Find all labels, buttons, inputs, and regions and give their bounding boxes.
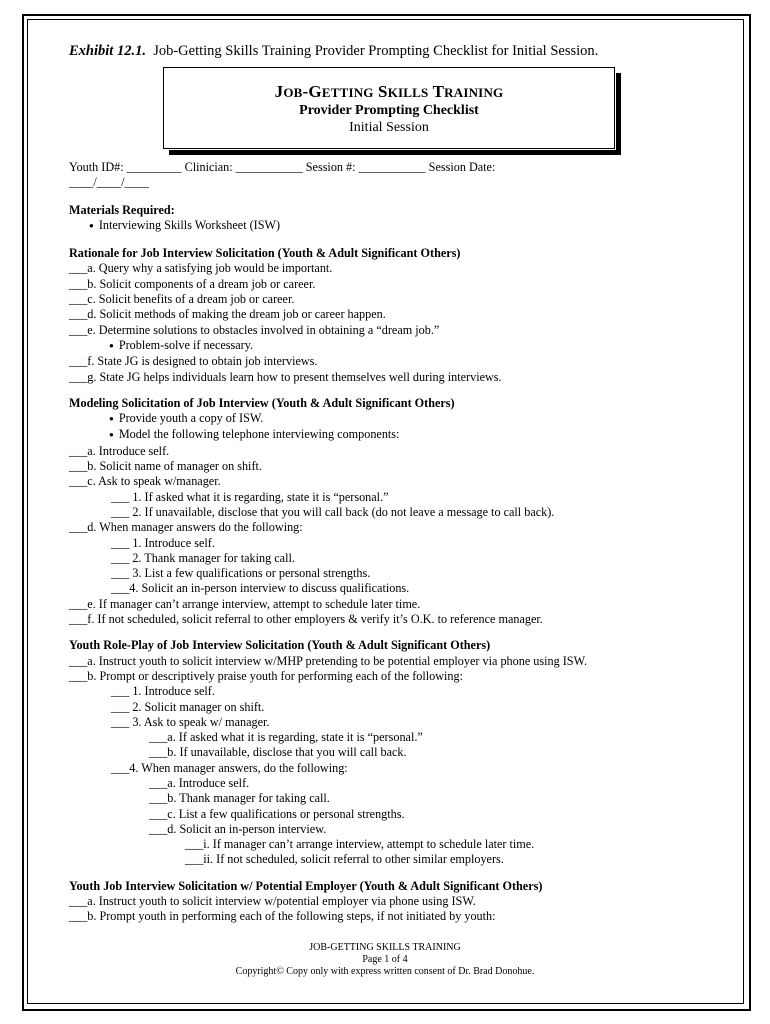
list-item: ___g. State JG helps individuals learn how to present themselves well during interviews. <box>69 369 502 384</box>
list-subitem: ___ 2. If unavailable, disclose that you will call back (do not leave a message to call back). <box>111 504 555 519</box>
exhibit-caption <box>69 43 598 60</box>
title-subtitle: Provider Prompting Checklist <box>299 103 479 118</box>
list-item: ___d. When manager answers do the following: <box>69 520 303 535</box>
list-subitem: ___ 1. Introduce self. <box>111 684 215 699</box>
list-subsubitem: ___c. List a few qualifications or personal strengths. <box>149 806 405 821</box>
list-subitem: ___4. When manager answers, do the following: <box>111 760 348 775</box>
list-item: ___a. Query why a satisfying job would be important. <box>69 261 333 276</box>
list-item: ___c. Solicit benefits of a dream job or career. <box>69 292 295 307</box>
page-footer <box>0 942 770 978</box>
list-subitem: ___ 3. Ask to speak w/ manager. <box>111 714 270 729</box>
materials-heading: Materials Required: <box>69 202 175 217</box>
list-item: ___b. Solicit name of manager on shift. <box>69 459 262 474</box>
list-item: ___a. Instruct youth to solicit interview w/MHP pretending to be potential employer via phone using ISW. <box>69 653 587 668</box>
list-item: ___b. Prompt or descriptively praise youth for performing each of the following: <box>69 668 463 683</box>
list-subsubitem: ___d. Solicit an in-person interview. <box>149 821 327 836</box>
list-item: ___f. If not scheduled, solicit referral to other employers & verify it’s O.K. to reference manager. <box>69 612 543 627</box>
header-fields-line1: Youth ID#: _________ Clinician: ___________ Session #: ___________ Session Date: <box>69 160 496 174</box>
list-subsubsubitem: ___ii. If not scheduled, solicit referral to other similar employers. <box>185 852 504 867</box>
footer-title: JOB-GETTING SKILLS TRAINING <box>309 942 461 953</box>
exhibit-label: Exhibit 12.1. <box>69 43 146 59</box>
checklist-content <box>69 160 709 925</box>
list-item: ___f. State JG is designed to obtain job interviews. <box>69 354 318 369</box>
employer-heading: Youth Job Interview Solicitation w/ Potential Employer (Youth & Adult Significant Others) <box>69 878 543 893</box>
list-subitem: ● Provide youth a copy of ISW. <box>69 411 709 427</box>
list-subsubitem: ___a. Introduce self. <box>149 775 250 790</box>
list-item: ___b. Prompt youth in performing each of the following steps, if not initiated by youth: <box>69 909 496 924</box>
title-box <box>163 67 615 149</box>
list-item: ___d. Solicit methods of making the dream job or career happen. <box>69 307 386 322</box>
list-subitem: ● Model the following telephone interviewing components: <box>69 427 709 443</box>
exhibit-text: Job-Getting Skills Training Provider Prompting Checklist for Initial Session. <box>153 43 599 59</box>
list-subsubitem: ___a. If asked what it is regarding, state it is “personal.” <box>149 730 423 745</box>
list-item: ___a. Instruct youth to solicit interview w/potential employer via phone using ISW. <box>69 894 476 909</box>
list-subitem: ● Problem-solve if necessary. <box>69 338 709 354</box>
list-subsubsubitem: ___i. If manager can’t arrange interview, attempt to schedule later time. <box>185 837 535 852</box>
list-subitem: ___ 1. If asked what it is regarding, state it is “personal.” <box>111 489 389 504</box>
header-fields-line2: ____/____/____ <box>69 175 149 190</box>
list-item: ___e. If manager can’t arrange interview, attempt to schedule later time. <box>69 596 421 611</box>
list-item: ___b. Solicit components of a dream job or career. <box>69 276 316 291</box>
list-subitem: ___ 2. Solicit manager on shift. <box>111 699 265 714</box>
rationale-heading: Rationale for Job Interview Solicitation (Youth & Adult Significant Others) <box>69 246 461 261</box>
footer-page-number: Page 1 of 4 <box>362 954 408 965</box>
list-subitem: ___ 1. Introduce self. <box>111 535 215 550</box>
title-main: JOB-GETTING SKILLS TRAINING <box>274 82 504 101</box>
list-subitem: ___4. Solicit an in-person interview to discuss qualifications. <box>111 581 410 596</box>
modeling-heading: Modeling Solicitation of Job Interview (Youth & Adult Significant Others) <box>69 395 455 410</box>
materials-item: ● Interviewing Skills Worksheet (ISW) <box>69 218 709 234</box>
roleplay-heading: Youth Role-Play of Job Interview Solicitation (Youth & Adult Significant Others) <box>69 638 491 653</box>
list-subitem: ___ 2. Thank manager for taking call. <box>111 550 295 565</box>
list-item: ___a. Introduce self. <box>69 443 170 458</box>
footer-copyright: Copyright© Copy only with express written consent of Dr. Brad Donohue. <box>235 966 535 977</box>
list-subitem: ___ 3. List a few qualifications or personal strengths. <box>111 566 371 581</box>
list-item: ___c. Ask to speak w/manager. <box>69 474 221 489</box>
list-subsubitem: ___b. If unavailable, disclose that you will call back. <box>149 745 407 760</box>
list-item: ___e. Determine solutions to obstacles involved in obtaining a “dream job.” <box>69 322 440 337</box>
list-subsubitem: ___b. Thank manager for taking call. <box>149 791 330 806</box>
title-session: Initial Session <box>349 120 429 135</box>
